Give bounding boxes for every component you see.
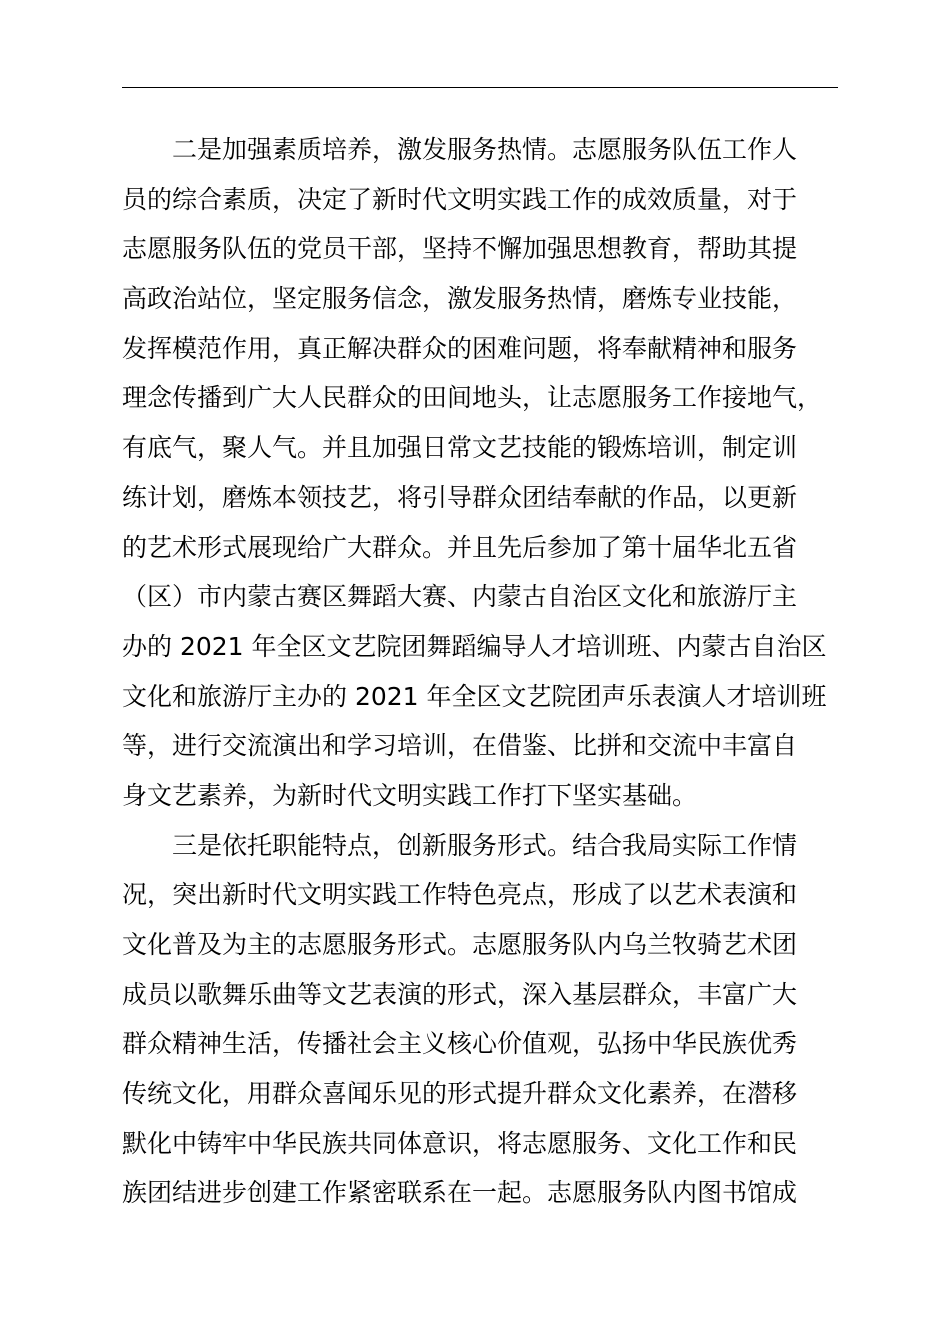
paragraph-line: 二是加强素质培养，激发服务热情。志愿服务队伍工作人 [172,135,798,164]
header-rule [122,87,838,88]
paragraph-service-innovation [122,821,862,1219]
paragraph-line: 况，突出新时代文明实践工作特色亮点，形成了以艺术表演和 [122,880,798,910]
paragraph-line: 发挥模范作用，真正解决群众的困难问题，将奉献精神和服务 [122,333,798,363]
paragraph-line: 等，进行交流演出和学习培训，在借鉴、比拼和交流中丰富自 [122,731,798,761]
paragraph-line: 有底气，聚人气。并且加强日常文艺技能的锻炼培训，制定训 [122,433,798,463]
paragraph-line: 员的综合素质，决定了新时代文明实践工作的成效质量，对于 [122,184,798,214]
paragraph-line: 身文艺素养，为新时代文明实践工作打下坚实基础。 [122,780,698,810]
paragraph-line: 三是依托职能特点，创新服务形式。结合我局实际工作情 [172,830,798,860]
paragraph-line: 族团结进步创建工作紧密联系在一起。志愿服务队内图书馆成 [122,1178,798,1208]
paragraph-line: 高政治站位，坚定服务信念，激发服务热情，磨炼专业技能， [122,284,798,314]
document-body [122,125,862,1218]
paragraph-line: 群众精神生活，传播社会主义核心价值观，弘扬中华民族优秀 [122,1029,798,1059]
paragraph-line: 文化和旅游厅主办的 2021 年全区文艺院团声乐表演人才培训班 [122,681,827,711]
paragraph-line: 理念传播到广大人民群众的田间地头，让志愿服务工作接地气， [122,383,823,413]
paragraph-line: 默化中铸牢中华民族共同体意识，将志愿服务、文化工作和民 [122,1128,798,1158]
paragraph-line: 传统文化，用群众喜闻乐见的形式提升群众文化素养，在潜移 [122,1079,798,1109]
paragraph-quality-training [122,125,862,821]
paragraph-line: 的艺术形式展现给广大群众。并且先后参加了第十届华北五省 [122,532,798,562]
paragraph-line: 文化普及为主的志愿服务形式。志愿服务队内乌兰牧骑艺术团 [122,930,798,959]
paragraph-line: 练计划，磨炼本领技艺，将引导群众团结奉献的作品，以更新 [122,482,798,512]
paragraph-line: 志愿服务队伍的党员干部，坚持不懈加强思想教育，帮助其提 [122,234,798,264]
paragraph-line: 办的 2021 年全区文艺院团舞蹈编导人才培训班、内蒙古自治区 [122,631,827,661]
paragraph-line: 成员以歌舞乐曲等文艺表演的形式，深入基层群众，丰富广大 [122,979,798,1009]
paragraph-line: （区）市内蒙古赛区舞蹈大赛、内蒙古自治区文化和旅游厅主 [122,582,798,612]
